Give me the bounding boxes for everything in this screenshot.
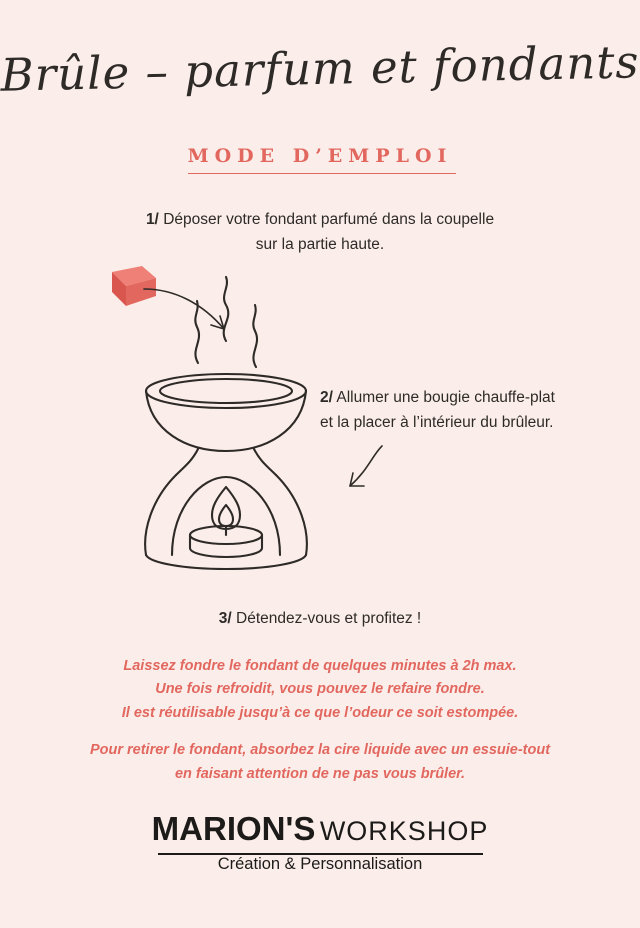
brand-tagline: Création & Personnalisation xyxy=(217,855,423,873)
step-1-line1: Déposer votre fondant parfumé dans la coupelle xyxy=(163,211,495,228)
note-line-1: Laissez fondre le fondant de quelques minutes à 2h max. xyxy=(123,658,517,674)
step-2 xyxy=(320,385,625,435)
step-3-line1: Détendez-vous et profitez ! xyxy=(236,610,422,627)
step-2-line2: et la placer à l’intérieur du brûleur. xyxy=(320,414,554,432)
note-line-4: Pour retirer le fondant, absorbez la cire liquide avec un essuie-tout xyxy=(89,742,551,759)
brand-name-secondary: WORKSHOP xyxy=(319,816,489,846)
step-1-number: 1/ xyxy=(145,211,159,228)
note-line-2: Une fois refroidit, vous pouvez le refaire fondre. xyxy=(155,681,485,698)
usage-notes xyxy=(0,655,640,786)
arrow-to-candle-icon xyxy=(310,440,390,510)
step-2-line1: Allumer une bougie chauffe-plat xyxy=(336,389,555,406)
brand-name-primary: MARION'S xyxy=(151,810,316,847)
page-subtitle: MODE D’EMPLOI xyxy=(187,145,453,167)
step-2-number: 2/ xyxy=(320,389,333,406)
note-line-3: Il est réutilisable jusqu’à ce que l’odeur ce soit estompée. xyxy=(121,704,519,721)
step-1-line2: sur la partie haute. xyxy=(255,236,385,254)
step-1 xyxy=(0,207,640,257)
note-line-5: en faisant attention de ne pas vous brûler. xyxy=(174,765,466,782)
subtitle-underline xyxy=(188,173,456,174)
step-3 xyxy=(0,610,640,628)
brand-logo xyxy=(0,810,640,848)
step-3-number: 3/ xyxy=(218,610,232,627)
page-title: Brûle – parfum et fondants xyxy=(0,35,640,102)
